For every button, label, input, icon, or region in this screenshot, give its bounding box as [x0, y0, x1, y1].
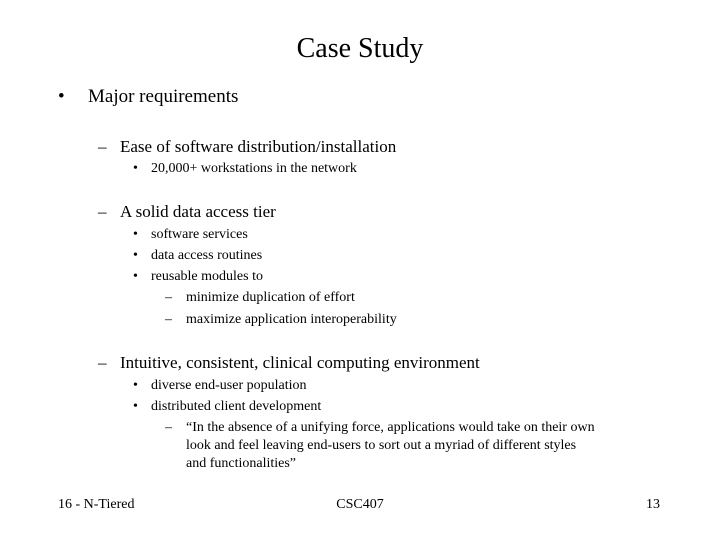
quote-line: look and feel leaving end-users to sort out a myriad of different styles — [186, 438, 577, 453]
bullet-marker: • — [133, 399, 138, 414]
list-item-text: reusable modules to — [151, 269, 263, 284]
quote-line: and functionalities” — [186, 456, 297, 471]
bullet-marker: • — [133, 269, 138, 284]
dash-marker: – — [98, 137, 107, 156]
list-item-text: software services — [151, 227, 248, 242]
section-heading-text: Intuitive, consistent, clinical computing environment — [120, 353, 480, 372]
sub-list-item-text: minimize duplication of effort — [186, 290, 355, 305]
bullet-marker: • — [58, 86, 65, 107]
section-heading-text: A solid data access tier — [120, 202, 276, 221]
slide-title: Case Study — [296, 33, 424, 64]
bullet-marker: • — [133, 227, 138, 242]
list-item-text: 20,000+ workstations in the network — [151, 161, 357, 176]
sub-list-item-text: maximize application interoperability — [186, 312, 397, 327]
footer-left: 16 - N-Tiered — [58, 497, 135, 512]
slide-number: 13 — [646, 497, 660, 512]
list-item-text: diverse end-user population — [151, 378, 307, 393]
list-item-text: distributed client development — [151, 399, 322, 414]
dash-marker: – — [165, 420, 172, 435]
dash-marker: – — [165, 312, 172, 327]
dash-marker: – — [165, 290, 172, 305]
bullet-marker: • — [133, 161, 138, 176]
dash-marker: – — [98, 202, 107, 221]
bullet-marker: • — [133, 248, 138, 263]
dash-marker: – — [98, 353, 107, 372]
list-item-text: data access routines — [151, 248, 263, 263]
bullet-text: Major requirements — [88, 86, 239, 107]
bullet-marker: • — [133, 378, 138, 393]
section-heading-text: Ease of software distribution/installation — [120, 137, 397, 156]
quote-text: “In the absence of a unifying force, applications would take on their own — [186, 420, 595, 435]
footer-center: CSC407 — [336, 497, 384, 512]
